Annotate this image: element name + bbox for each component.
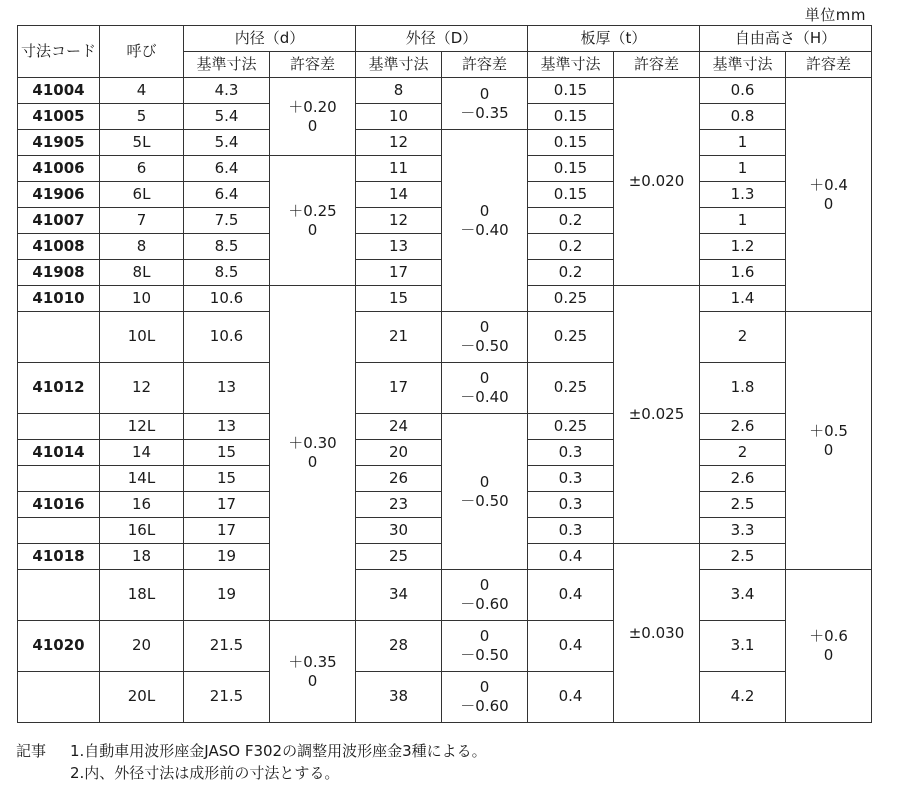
free-height-cell: 2.6 <box>700 466 786 492</box>
outer-diameter-cell: 14 <box>356 182 442 208</box>
nominal-cell: 14 <box>100 440 184 466</box>
outer-diameter-cell: 28 <box>356 621 442 672</box>
nominal-cell: 16L <box>100 518 184 544</box>
tolerance-value <box>614 624 699 643</box>
table-row <box>18 414 872 440</box>
table-row <box>18 312 872 363</box>
tolerance-value <box>442 85 527 123</box>
tolerance-H-cell <box>786 312 872 570</box>
thickness-cell: 0.2 <box>528 208 614 234</box>
tolerance-upper: 0 <box>479 369 490 388</box>
free-height-cell: 1.8 <box>700 363 786 414</box>
tolerance-D-cell <box>442 130 528 312</box>
inner-diameter-cell: 7.5 <box>184 208 270 234</box>
tolerance-text: ±0.030 <box>628 623 685 642</box>
tolerance-upper: ＋0.25 <box>288 201 337 220</box>
tolerance-text: ±0.020 <box>628 172 685 191</box>
tolerance-upper: 0 <box>479 472 490 491</box>
nominal-cell: 4 <box>100 78 184 104</box>
tolerance-upper: 0 <box>479 627 490 646</box>
inner-diameter-cell: 19 <box>184 570 270 621</box>
nominal-cell: 12L <box>100 414 184 440</box>
nominal-cell: 20L <box>100 672 184 723</box>
outer-diameter-cell: 34 <box>356 570 442 621</box>
code-cell: 41004 <box>18 78 100 104</box>
outer-diameter-cell: 10 <box>356 104 442 130</box>
code-cell: 41007 <box>18 208 100 234</box>
thickness-cell: 0.2 <box>528 260 614 286</box>
subheader-basic: 基準寸法 <box>356 52 442 78</box>
tolerance-D-cell <box>442 672 528 723</box>
free-height-cell: 2.5 <box>700 492 786 518</box>
free-height-cell: 2 <box>700 440 786 466</box>
tolerance-value <box>270 98 355 136</box>
tolerance-lower: －0.60 <box>460 697 509 715</box>
code-cell: 41014 <box>18 440 100 466</box>
subheader-basic: 基準寸法 <box>184 52 270 78</box>
tolerance-d-cell <box>270 156 356 286</box>
outer-diameter-cell: 26 <box>356 466 442 492</box>
thickness-cell: 0.25 <box>528 286 614 312</box>
tolerance-lower: 0 <box>307 453 318 471</box>
tolerance-value <box>442 576 527 614</box>
free-height-cell: 1.6 <box>700 260 786 286</box>
outer-diameter-cell: 17 <box>356 363 442 414</box>
outer-diameter-cell: 20 <box>356 440 442 466</box>
tolerance-D-cell <box>442 621 528 672</box>
nominal-cell: 5L <box>100 130 184 156</box>
thickness-cell: 0.15 <box>528 130 614 156</box>
inner-diameter-cell: 5.4 <box>184 130 270 156</box>
code-cell: 41012 <box>18 363 100 414</box>
inner-diameter-cell: 15 <box>184 440 270 466</box>
free-height-cell: 1 <box>700 208 786 234</box>
inner-diameter-cell: 10.6 <box>184 312 270 363</box>
free-height-cell: 2.6 <box>700 414 786 440</box>
tolerance-lower: 0 <box>823 646 834 664</box>
code-cell <box>18 414 100 440</box>
tolerance-upper: ＋0.5 <box>809 421 848 440</box>
free-height-cell: 1.4 <box>700 286 786 312</box>
inner-diameter-cell: 6.4 <box>184 182 270 208</box>
thickness-cell: 0.4 <box>528 544 614 570</box>
table-row <box>18 621 872 672</box>
inner-diameter-cell: 5.4 <box>184 104 270 130</box>
tolerance-value <box>786 422 871 460</box>
nominal-cell: 6L <box>100 182 184 208</box>
tolerance-H-cell <box>786 570 872 723</box>
tolerance-lower: －0.35 <box>460 103 509 122</box>
code-cell: 41018 <box>18 544 100 570</box>
thickness-cell: 0.15 <box>528 156 614 182</box>
nominal-cell: 10L <box>100 312 184 363</box>
code-cell <box>18 518 100 544</box>
tolerance-t-cell <box>614 544 700 723</box>
nominal-cell: 10 <box>100 286 184 312</box>
thickness-cell: 0.25 <box>528 312 614 363</box>
nominal-cell: 12 <box>100 363 184 414</box>
subheader-basic: 基準寸法 <box>528 52 614 78</box>
tolerance-value <box>442 627 527 665</box>
inner-diameter-cell: 13 <box>184 363 270 414</box>
inner-diameter-cell: 4.3 <box>184 78 270 104</box>
tolerance-value <box>614 405 699 424</box>
inner-diameter-cell: 21.5 <box>184 621 270 672</box>
spec-table <box>17 25 872 723</box>
code-cell: 41006 <box>18 156 100 182</box>
free-height-cell: 1 <box>700 130 786 156</box>
header-thickness: 板厚（t） <box>528 26 700 52</box>
table-row <box>18 672 872 723</box>
thickness-cell: 0.15 <box>528 104 614 130</box>
free-height-cell: 3.4 <box>700 570 786 621</box>
free-height-cell: 2 <box>700 312 786 363</box>
outer-diameter-cell: 24 <box>356 414 442 440</box>
free-height-cell: 0.8 <box>700 104 786 130</box>
notes <box>16 740 487 784</box>
tolerance-d-cell <box>270 621 356 723</box>
nominal-cell: 18L <box>100 570 184 621</box>
tolerance-d-cell <box>270 286 356 621</box>
free-height-cell: 4.2 <box>700 672 786 723</box>
header-inner-diameter: 内径（d） <box>184 26 356 52</box>
tolerance-value <box>442 678 527 716</box>
tolerance-value <box>270 202 355 240</box>
thickness-cell: 0.3 <box>528 518 614 544</box>
header-free-height: 自由高さ（H） <box>700 26 872 52</box>
subheader-tolerance: 許容差 <box>442 52 528 78</box>
table-row <box>18 78 872 104</box>
outer-diameter-cell: 17 <box>356 260 442 286</box>
outer-diameter-cell: 12 <box>356 130 442 156</box>
tolerance-value <box>614 172 699 191</box>
outer-diameter-cell: 21 <box>356 312 442 363</box>
code-cell: 41908 <box>18 260 100 286</box>
nominal-cell: 5 <box>100 104 184 130</box>
tolerance-value <box>442 318 527 356</box>
note-item: 2.内、外径寸法は成形前の寸法とする。 <box>70 764 340 782</box>
subheader-tolerance: 許容差 <box>614 52 700 78</box>
thickness-cell: 0.4 <box>528 570 614 621</box>
table-row <box>18 363 872 414</box>
inner-diameter-cell: 13 <box>184 414 270 440</box>
nominal-cell: 7 <box>100 208 184 234</box>
tolerance-value <box>442 369 527 407</box>
tolerance-value <box>442 473 527 511</box>
outer-diameter-cell: 38 <box>356 672 442 723</box>
tolerance-lower: 0 <box>823 440 834 459</box>
thickness-cell: 0.25 <box>528 414 614 440</box>
tolerance-upper: 0 <box>479 576 490 595</box>
tolerance-t-cell <box>614 286 700 544</box>
outer-diameter-cell: 25 <box>356 544 442 570</box>
inner-diameter-cell: 10.6 <box>184 286 270 312</box>
unit-label: 単位mm <box>804 6 866 24</box>
inner-diameter-cell: 19 <box>184 544 270 570</box>
code-cell: 41016 <box>18 492 100 518</box>
tolerance-upper: ＋0.30 <box>288 434 337 453</box>
nominal-cell: 14L <box>100 466 184 492</box>
outer-diameter-cell: 13 <box>356 234 442 260</box>
nominal-cell: 16 <box>100 492 184 518</box>
free-height-cell: 2.5 <box>700 544 786 570</box>
note-item: 1.自動車用波形座金JASO F302の調整用波形座金3種による。 <box>70 742 487 760</box>
free-height-cell: 1.2 <box>700 234 786 260</box>
free-height-cell: 1.3 <box>700 182 786 208</box>
thickness-cell: 0.3 <box>528 492 614 518</box>
thickness-cell: 0.4 <box>528 621 614 672</box>
tolerance-value <box>270 434 355 472</box>
subheader-tolerance: 許容差 <box>786 52 872 78</box>
tolerance-d-cell <box>270 78 356 156</box>
tolerance-H-cell <box>786 78 872 312</box>
tolerance-lower: －0.60 <box>460 595 509 613</box>
tolerance-lower: －0.40 <box>460 220 509 239</box>
tolerance-value <box>442 202 527 240</box>
outer-diameter-cell: 8 <box>356 78 442 104</box>
tolerance-upper: 0 <box>479 84 490 103</box>
thickness-cell: 0.3 <box>528 440 614 466</box>
code-cell <box>18 312 100 363</box>
thickness-cell: 0.2 <box>528 234 614 260</box>
thickness-cell: 0.25 <box>528 363 614 414</box>
code-cell <box>18 672 100 723</box>
tolerance-text: ±0.025 <box>628 405 685 424</box>
tolerance-lower: －0.50 <box>460 337 509 355</box>
tolerance-D-cell <box>442 78 528 130</box>
free-height-cell: 3.1 <box>700 621 786 672</box>
code-cell <box>18 570 100 621</box>
tolerance-D-cell <box>442 363 528 414</box>
nominal-cell: 6 <box>100 156 184 182</box>
nominal-cell: 8L <box>100 260 184 286</box>
inner-diameter-cell: 8.5 <box>184 234 270 260</box>
outer-diameter-cell: 12 <box>356 208 442 234</box>
outer-diameter-cell: 15 <box>356 286 442 312</box>
tolerance-upper: ＋0.35 <box>288 652 337 671</box>
thickness-cell: 0.15 <box>528 182 614 208</box>
table-row <box>18 130 872 156</box>
tolerance-upper: ＋0.4 <box>809 175 848 194</box>
inner-diameter-cell: 17 <box>184 518 270 544</box>
header-nominal: 呼び <box>100 26 184 78</box>
nominal-cell: 18 <box>100 544 184 570</box>
tolerance-lower: 0 <box>307 116 318 135</box>
thickness-cell: 0.15 <box>528 78 614 104</box>
tolerance-D-cell <box>442 312 528 363</box>
free-height-cell: 0.6 <box>700 78 786 104</box>
nominal-cell: 8 <box>100 234 184 260</box>
tolerance-D-cell <box>442 570 528 621</box>
tolerance-value <box>786 176 871 214</box>
free-height-cell: 1 <box>700 156 786 182</box>
outer-diameter-cell: 30 <box>356 518 442 544</box>
tolerance-upper: 0 <box>479 678 490 697</box>
outer-diameter-cell: 23 <box>356 492 442 518</box>
inner-diameter-cell: 6.4 <box>184 156 270 182</box>
tolerance-value <box>786 627 871 665</box>
subheader-tolerance: 許容差 <box>270 52 356 78</box>
free-height-cell: 3.3 <box>700 518 786 544</box>
tolerance-lower: －0.50 <box>460 646 509 664</box>
tolerance-upper: ＋0.20 <box>288 97 337 116</box>
inner-diameter-cell: 15 <box>184 466 270 492</box>
inner-diameter-cell: 17 <box>184 492 270 518</box>
notes-label: 記事 <box>16 742 47 760</box>
tolerance-lower: 0 <box>823 194 834 213</box>
header-code: 寸法コード <box>18 26 100 78</box>
tolerance-lower: 0 <box>307 671 318 690</box>
tolerance-upper: ＋0.6 <box>809 627 848 646</box>
inner-diameter-cell: 21.5 <box>184 672 270 723</box>
outer-diameter-cell: 11 <box>356 156 442 182</box>
code-cell <box>18 466 100 492</box>
header-outer-diameter: 外径（D） <box>356 26 528 52</box>
code-cell: 41005 <box>18 104 100 130</box>
thickness-cell: 0.3 <box>528 466 614 492</box>
tolerance-lower: －0.40 <box>460 388 509 406</box>
tolerance-lower: －0.50 <box>460 491 509 510</box>
code-cell: 41008 <box>18 234 100 260</box>
code-cell: 41010 <box>18 286 100 312</box>
code-cell: 41020 <box>18 621 100 672</box>
thickness-cell: 0.4 <box>528 672 614 723</box>
tolerance-upper: 0 <box>479 201 490 220</box>
subheader-basic: 基準寸法 <box>700 52 786 78</box>
tolerance-upper: 0 <box>479 318 490 337</box>
tolerance-t-cell <box>614 78 700 286</box>
nominal-cell: 20 <box>100 621 184 672</box>
inner-diameter-cell: 8.5 <box>184 260 270 286</box>
tolerance-lower: 0 <box>307 220 318 239</box>
code-cell: 41906 <box>18 182 100 208</box>
table-row <box>18 570 872 621</box>
tolerance-value <box>270 653 355 691</box>
code-cell: 41905 <box>18 130 100 156</box>
tolerance-D-cell <box>442 414 528 570</box>
